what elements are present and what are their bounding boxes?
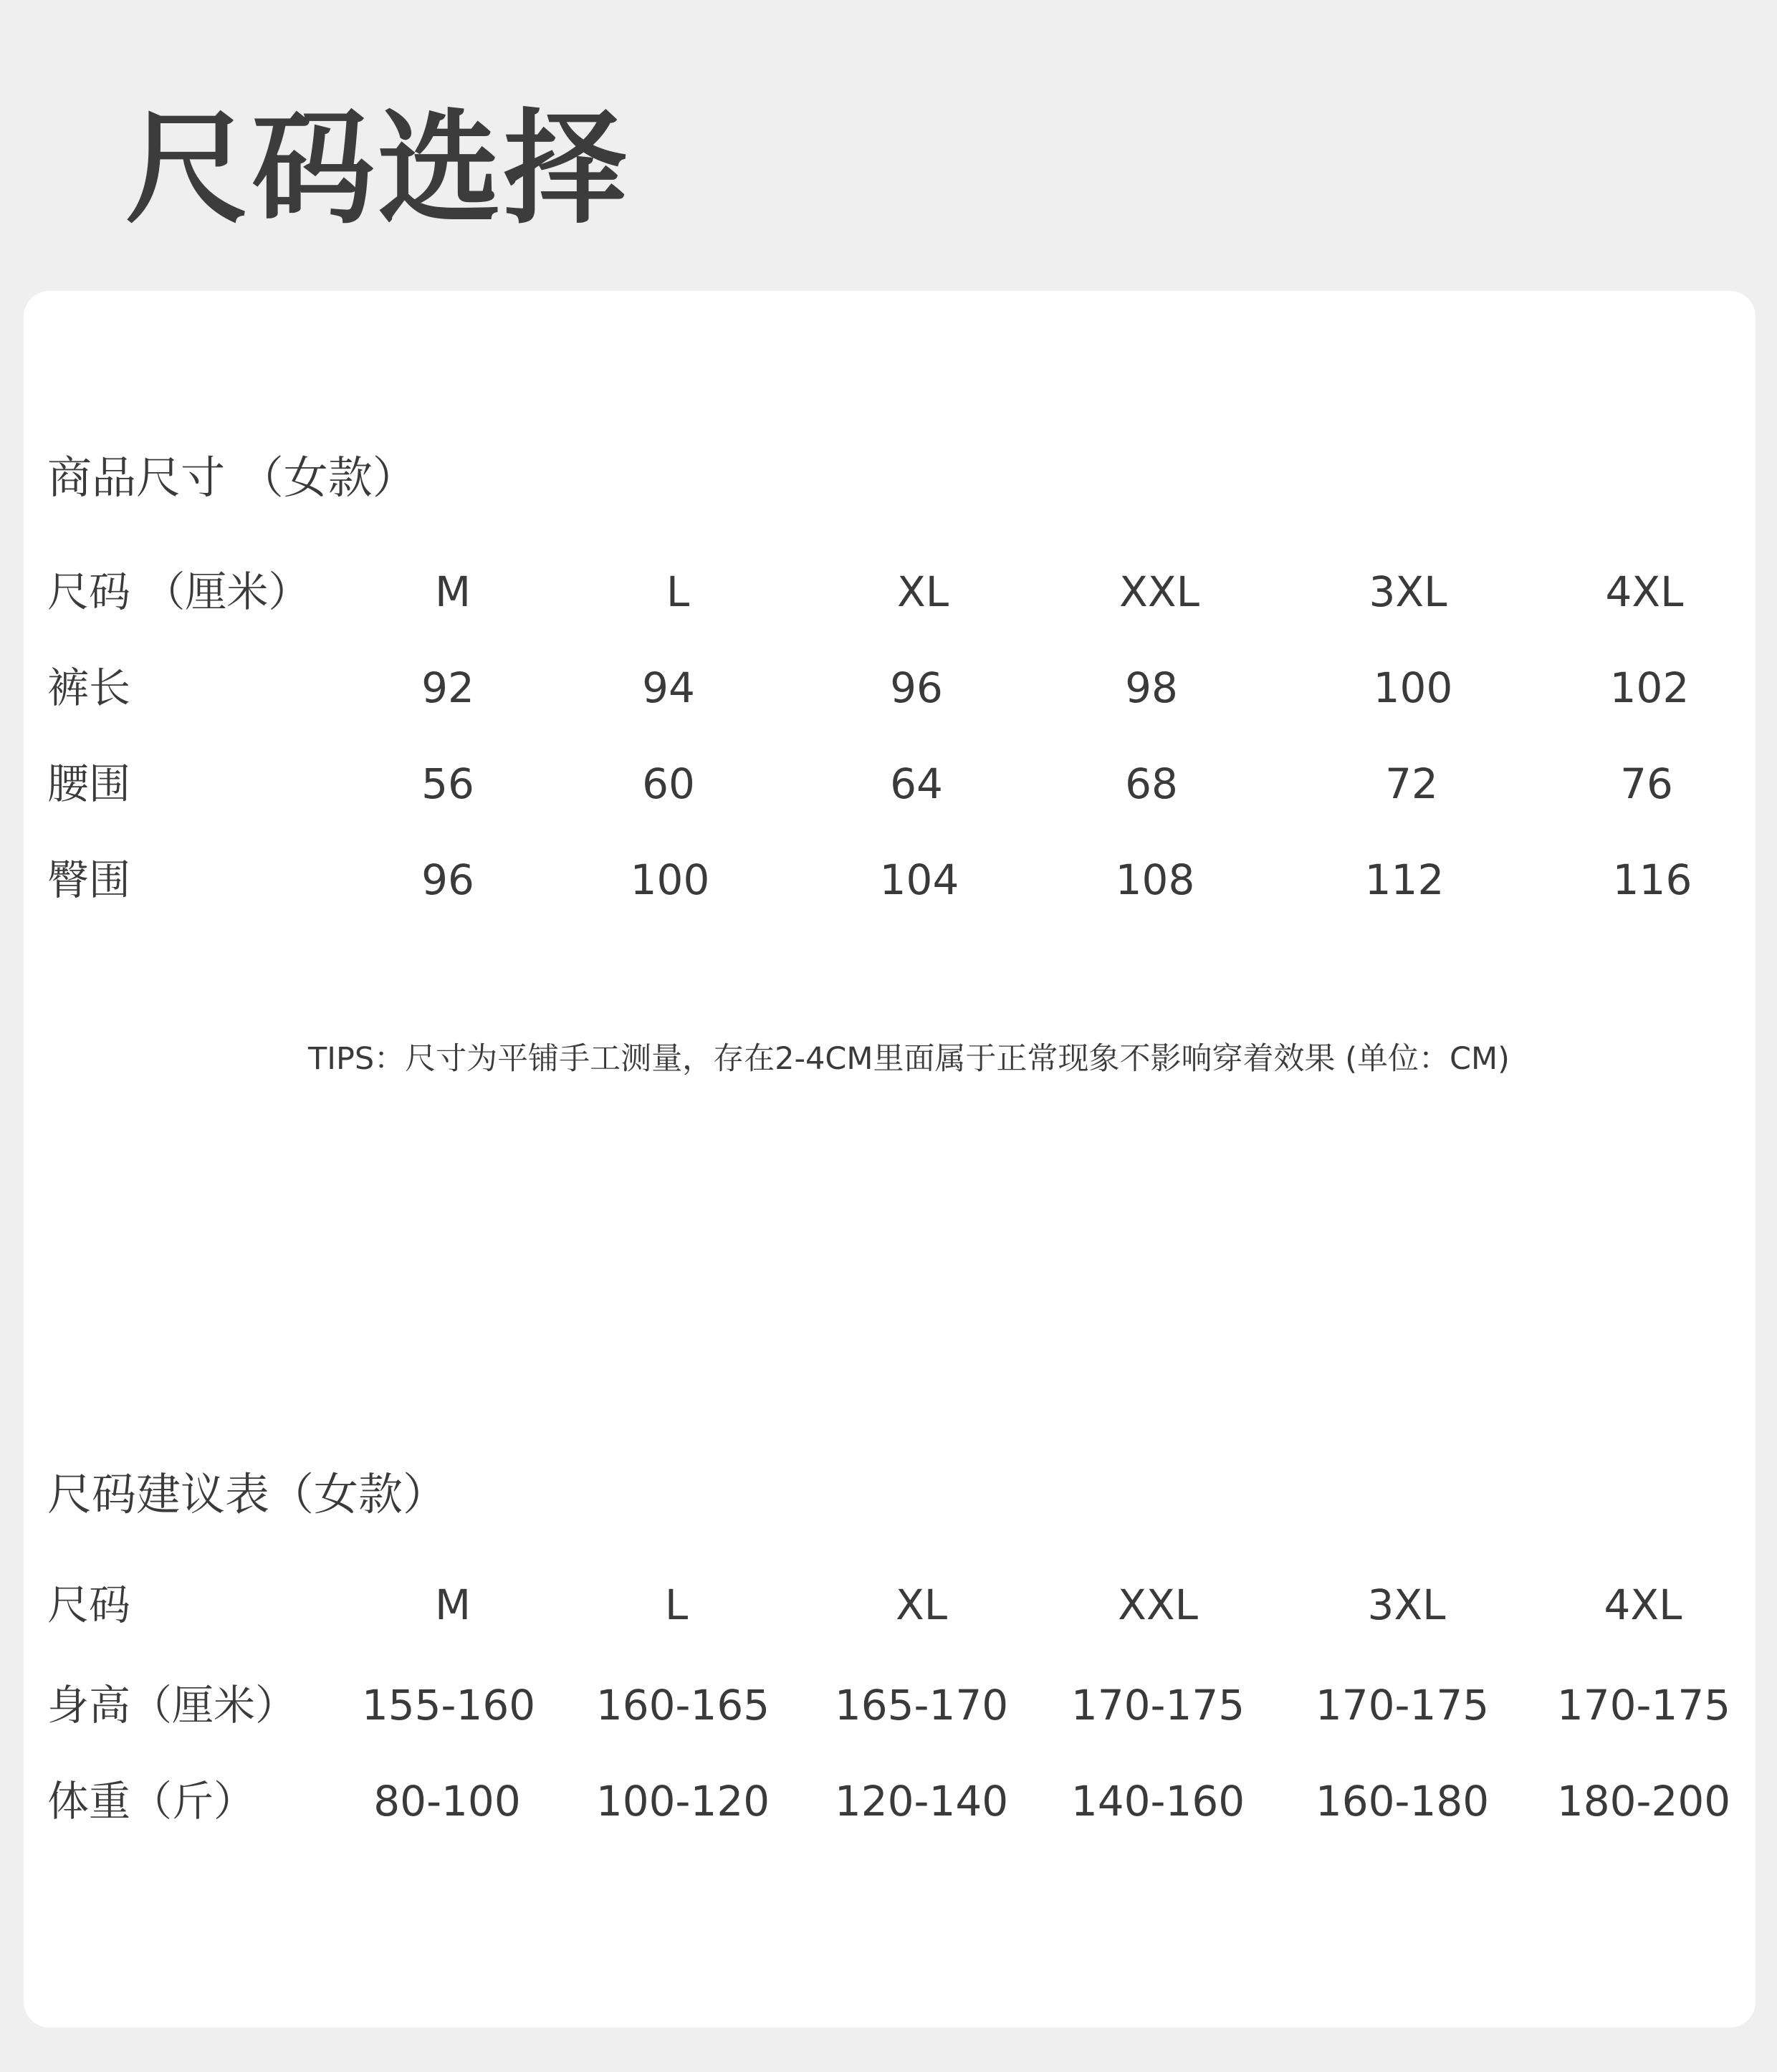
table-row <box>0 1677 1777 1734</box>
size-header-cell: 4XL <box>1604 1581 1682 1629</box>
table-cell: 170-175 <box>1315 1681 1490 1730</box>
table-cell: 72 <box>1385 759 1438 808</box>
size-header-cell: 3XL <box>1369 567 1447 616</box>
row-label-length: 裤长 <box>47 663 131 712</box>
table-cell: 112 <box>1364 855 1445 904</box>
table-row <box>0 659 1777 716</box>
size-guide-header-label: 尺码 <box>47 1581 131 1629</box>
size-header-cell: XL <box>895 1581 948 1629</box>
table-row <box>0 755 1777 812</box>
row-label-height: 身高（厘米） <box>47 1681 297 1730</box>
table-cell: 180-200 <box>1556 1777 1731 1826</box>
size-header-cell: M <box>434 567 471 616</box>
table-cell: 170-175 <box>1070 1681 1245 1730</box>
row-label-waist: 腰围 <box>47 759 131 808</box>
table-cell: 102 <box>1609 663 1690 712</box>
size-header-cell: XL <box>896 567 949 616</box>
size-header-cell: 3XL <box>1367 1581 1446 1629</box>
table-cell: 100 <box>1373 663 1453 712</box>
table-row <box>0 851 1777 908</box>
size-guide-header-row <box>0 1576 1777 1634</box>
size-header-cell: L <box>664 1581 689 1629</box>
table-cell: 155-160 <box>361 1681 536 1730</box>
size-card <box>24 291 1756 2028</box>
size-header-cell: XXL <box>1119 567 1199 616</box>
table-cell: 68 <box>1125 759 1178 808</box>
table-cell: 160-180 <box>1315 1777 1490 1826</box>
table-row <box>0 1773 1777 1830</box>
table-cell: 80-100 <box>373 1777 521 1826</box>
table-cell: 60 <box>642 759 695 808</box>
size-header-cell: L <box>666 567 690 616</box>
table-cell: 76 <box>1620 759 1673 808</box>
row-label-hip: 臀围 <box>47 855 131 904</box>
product-size-header-row <box>0 563 1777 620</box>
size-header-cell: M <box>434 1581 471 1629</box>
table-cell: 165-170 <box>834 1681 1009 1730</box>
table-cell: 94 <box>642 663 695 712</box>
table-cell: 104 <box>879 855 959 904</box>
product-size-header-label: 尺码 （厘米） <box>47 567 310 616</box>
table-cell: 120-140 <box>834 1777 1009 1826</box>
table-cell: 100 <box>630 855 710 904</box>
product-size-title: 商品尺寸 （女款） <box>47 451 417 504</box>
measurement-tips: TIPS：尺寸为平铺手工测量，存在2-4CM里面属于正常现象不影响穿着效果 (单位：CM) <box>308 1041 1510 1077</box>
table-cell: 56 <box>421 759 474 808</box>
row-label-weight: 体重（斤） <box>47 1777 256 1826</box>
table-cell: 116 <box>1612 855 1692 904</box>
size-guide-title: 尺码建议表（女款） <box>47 1468 448 1520</box>
size-header-cell: XXL <box>1118 1581 1198 1629</box>
size-header-cell: 4XL <box>1605 567 1684 616</box>
page-title: 尺码选择 <box>125 97 630 241</box>
table-cell: 96 <box>421 855 474 904</box>
table-cell: 140-160 <box>1070 1777 1245 1826</box>
table-cell: 108 <box>1115 855 1195 904</box>
table-cell: 64 <box>890 759 943 808</box>
table-cell: 100-120 <box>595 1777 770 1826</box>
table-cell: 160-165 <box>595 1681 770 1730</box>
table-cell: 92 <box>421 663 474 712</box>
table-cell: 96 <box>890 663 943 712</box>
table-cell: 98 <box>1125 663 1178 712</box>
table-cell: 170-175 <box>1556 1681 1731 1730</box>
